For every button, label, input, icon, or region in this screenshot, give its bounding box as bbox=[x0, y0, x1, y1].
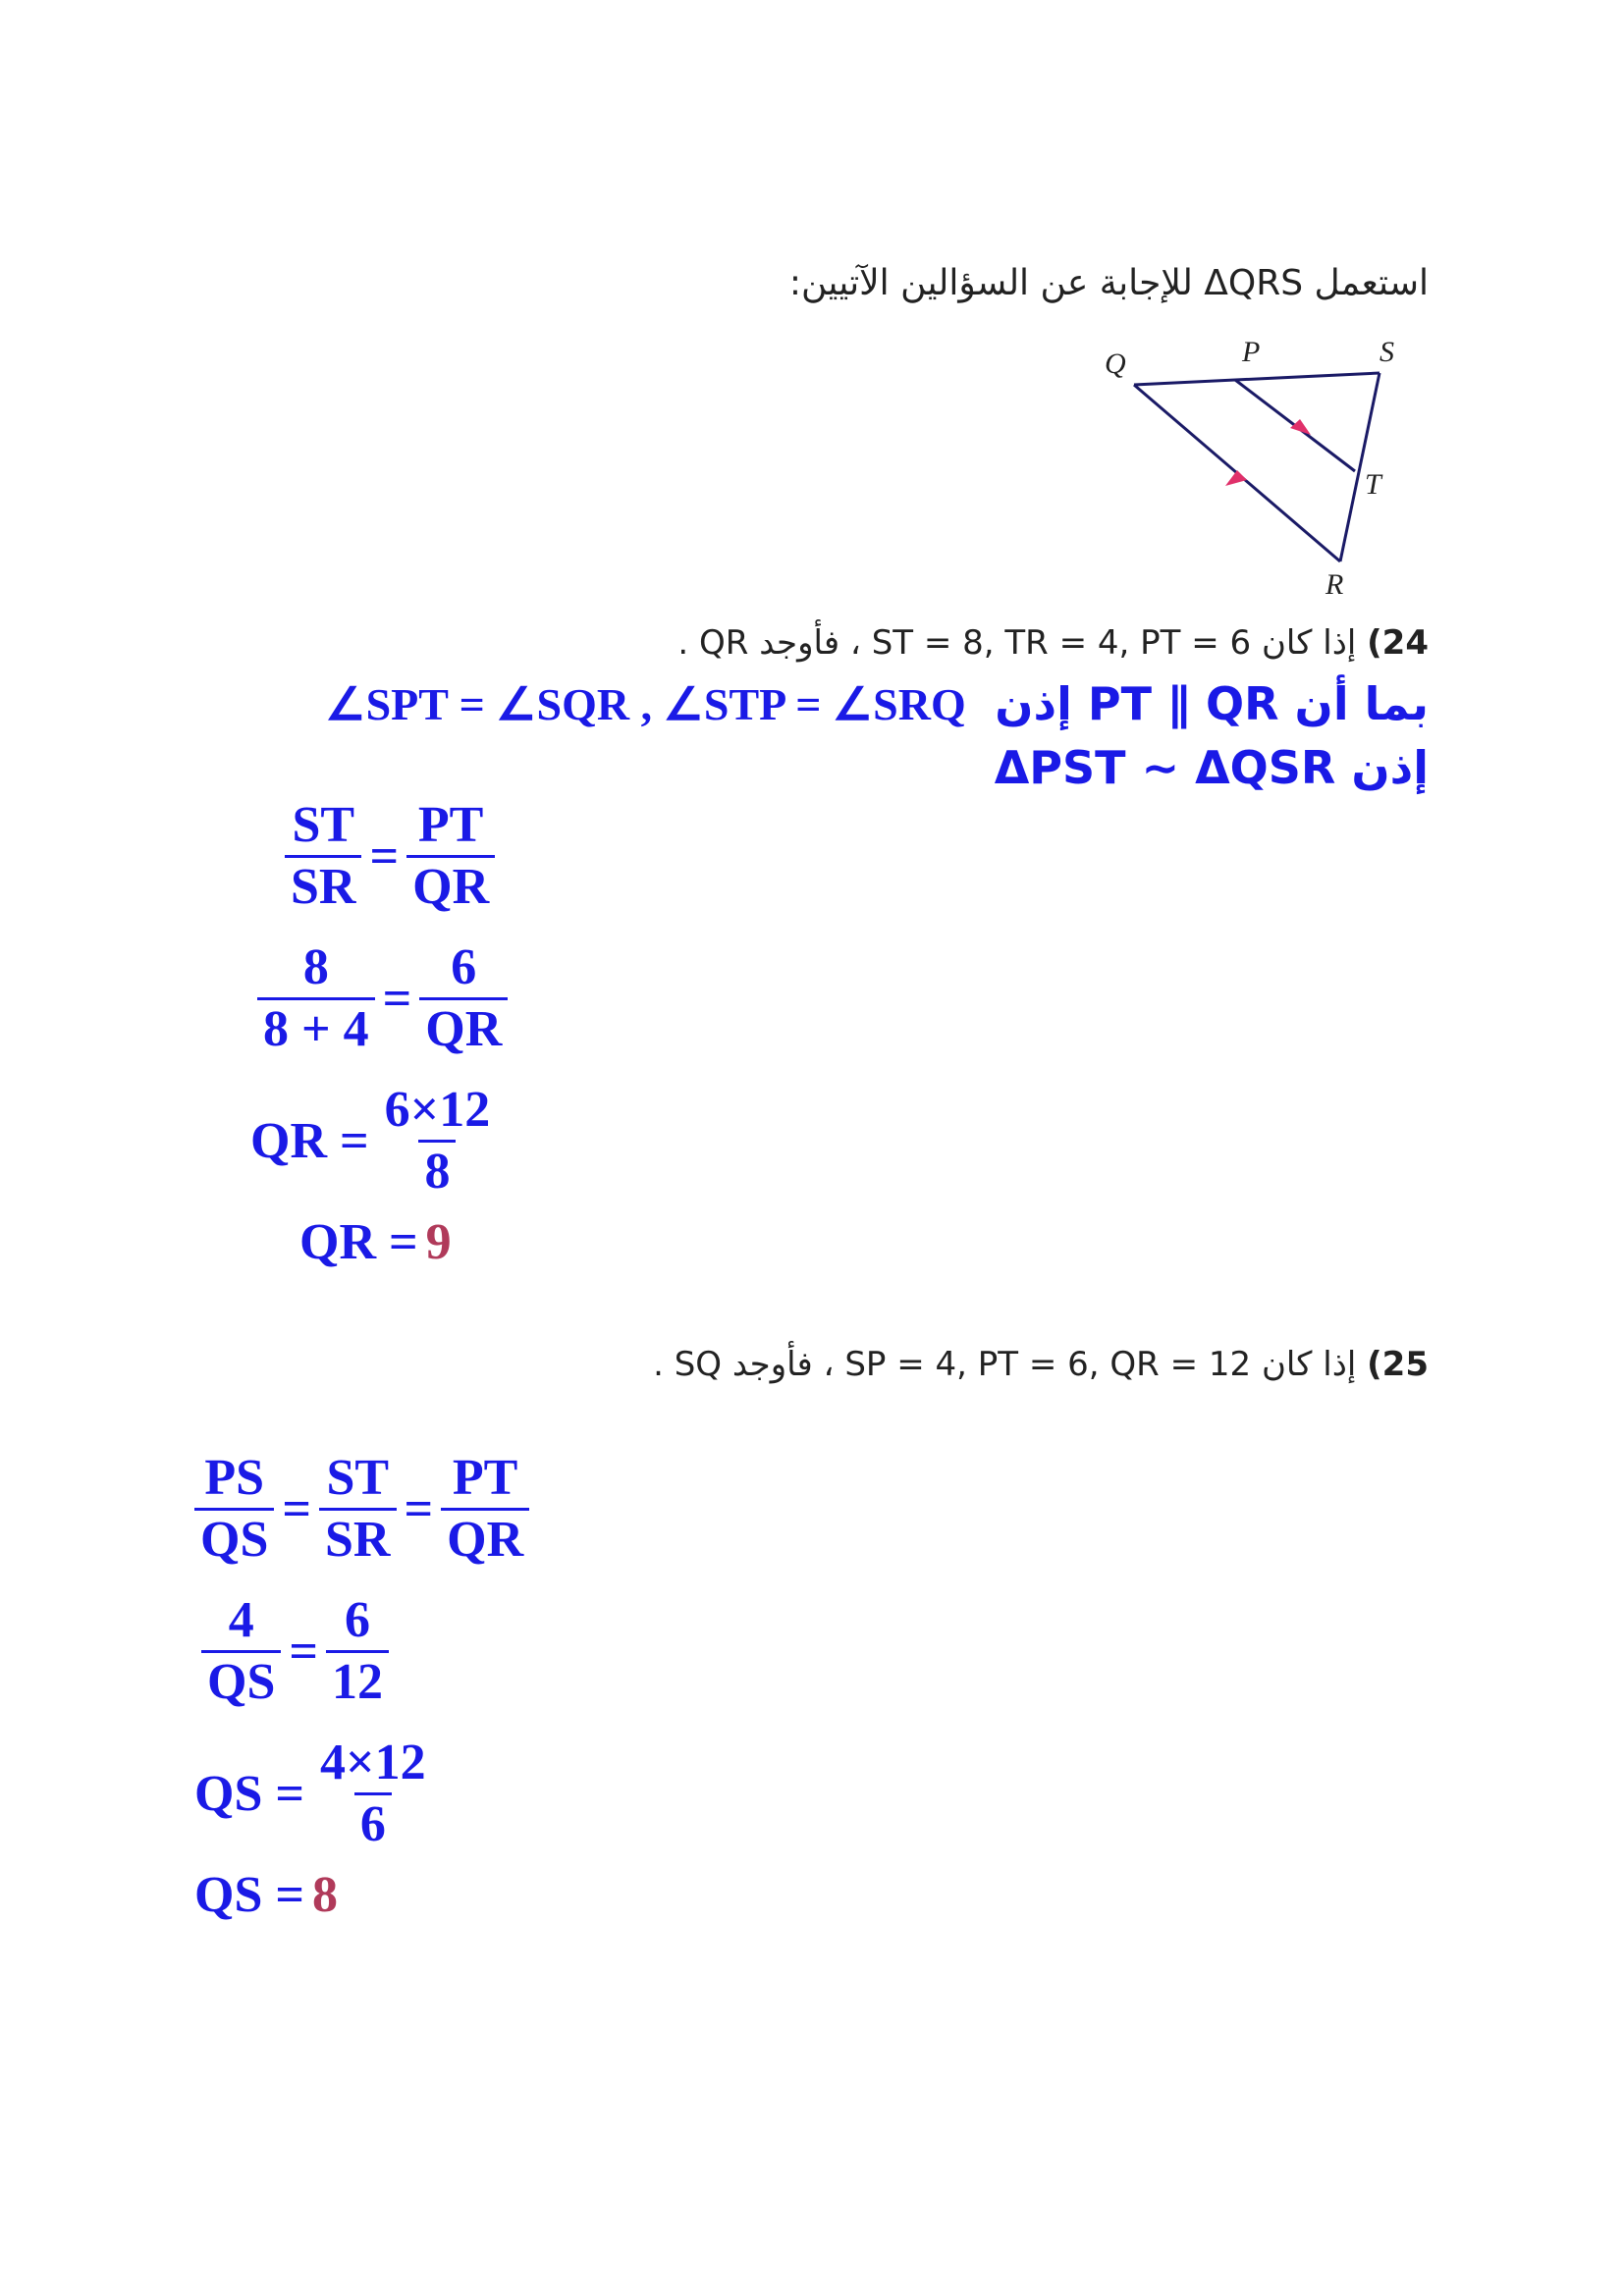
q24-proportion bbox=[285, 797, 495, 915]
equals: = bbox=[282, 1480, 312, 1537]
question-25 bbox=[653, 1345, 1429, 1384]
num: 6×12 bbox=[384, 1082, 491, 1138]
den: 8 + 4 bbox=[257, 997, 375, 1055]
label-p: P bbox=[1242, 336, 1261, 368]
den: SR bbox=[285, 855, 361, 913]
equals: = bbox=[382, 970, 412, 1027]
q25-substitution bbox=[201, 1592, 389, 1710]
q25-answer: 8 bbox=[312, 1867, 338, 1923]
q24-similarity: إذن ΔPST ∼ ΔQSR bbox=[994, 741, 1429, 794]
den: QR bbox=[406, 855, 495, 913]
question-statement: إذا كان SP = 4, PT = 6, QR = 12 ، فأوجد SQ . bbox=[653, 1345, 1357, 1384]
q24-answer: 9 bbox=[425, 1214, 452, 1270]
label-s: S bbox=[1380, 336, 1394, 368]
lhs: QS = bbox=[194, 1867, 304, 1923]
den: 12 bbox=[326, 1650, 389, 1708]
intro-text: استعمل ΔQRS للإجابة عن السؤالين الآتيين: bbox=[788, 263, 1429, 303]
lhs: QS = bbox=[194, 1765, 304, 1822]
num: 6 bbox=[345, 1592, 371, 1648]
q24-solve bbox=[250, 1082, 496, 1200]
q25-solve bbox=[194, 1737, 432, 1850]
den: 8 bbox=[418, 1140, 456, 1198]
parallel-arrow-1 bbox=[1225, 470, 1247, 486]
q24-parallel-line bbox=[325, 677, 1429, 730]
q24-answer-line bbox=[299, 1214, 452, 1270]
num: ST bbox=[292, 797, 355, 853]
triangle-figure bbox=[1080, 329, 1473, 604]
den: QS bbox=[194, 1508, 274, 1566]
den: 6 bbox=[354, 1792, 392, 1850]
num: 6 bbox=[451, 939, 477, 995]
num: 8 bbox=[302, 939, 329, 995]
equals: = bbox=[404, 1480, 434, 1537]
lhs: QR = bbox=[299, 1214, 418, 1270]
num: ST bbox=[326, 1450, 390, 1506]
parallel-arrow-2 bbox=[1290, 419, 1311, 435]
num: 4×12 bbox=[320, 1735, 426, 1790]
equals: = bbox=[369, 828, 400, 884]
equals: = bbox=[289, 1623, 319, 1680]
q24-angles: ∠SPT = ∠SQR , ∠STP = ∠SRQ bbox=[325, 679, 966, 729]
num: 4 bbox=[228, 1592, 254, 1648]
label-t: T bbox=[1365, 468, 1381, 501]
den: QS bbox=[201, 1650, 281, 1708]
den: QR bbox=[441, 1508, 529, 1566]
den: QR bbox=[419, 997, 508, 1055]
question-24 bbox=[677, 623, 1429, 663]
question-number: 25) bbox=[1367, 1345, 1429, 1384]
den: SR bbox=[319, 1508, 396, 1566]
q24-since-text: بما أن PT ∥ QR إذن bbox=[995, 677, 1429, 730]
num: PT bbox=[452, 1450, 518, 1506]
q24-substitution bbox=[257, 939, 508, 1057]
lhs: QR = bbox=[250, 1112, 369, 1169]
question-statement: إذا كان ST = 8, TR = 4, PT = 6 ، فأوجد QR . bbox=[677, 623, 1357, 663]
num: PT bbox=[417, 797, 484, 853]
q25-proportion bbox=[194, 1450, 529, 1568]
label-q: Q bbox=[1105, 347, 1126, 380]
num: PS bbox=[204, 1450, 265, 1506]
question-number: 24) bbox=[1367, 623, 1429, 663]
q25-answer-line bbox=[194, 1867, 338, 1923]
label-r: R bbox=[1325, 568, 1344, 601]
